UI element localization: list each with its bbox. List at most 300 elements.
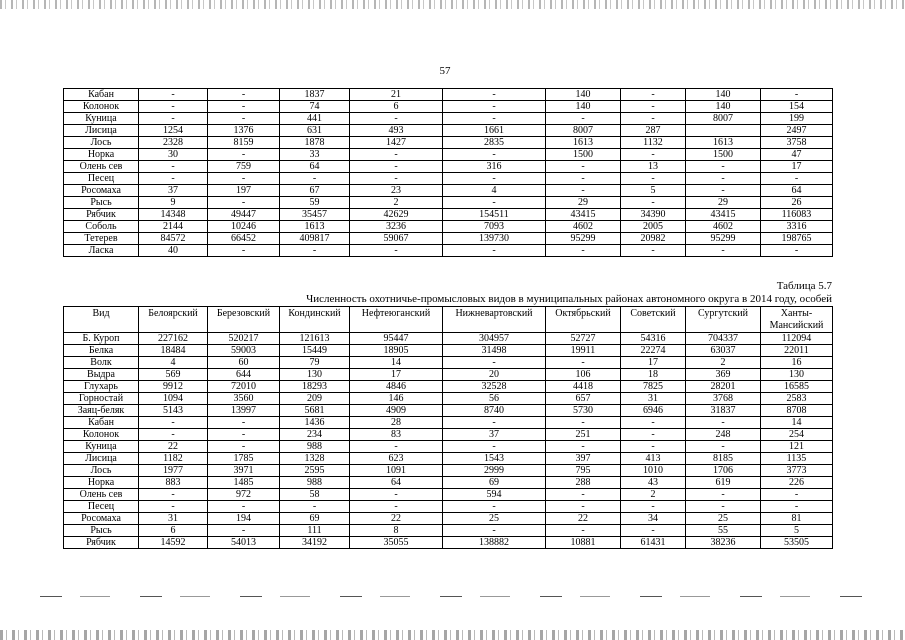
count-cell: 29 [546,197,621,209]
count-cell: 140 [546,101,621,113]
table-row [64,101,833,113]
count-cell: - [546,245,621,257]
species-cell: Волк [64,357,139,369]
count-cell: 79 [280,357,350,369]
count-cell: 10881 [546,537,621,549]
column-header: Нижневартовский [443,307,546,333]
count-cell: - [350,501,443,513]
count-cell: 140 [686,89,761,101]
count-cell: 106 [546,369,621,381]
count-cell: 4 [139,357,208,369]
table-row [64,89,833,101]
count-cell: - [208,245,280,257]
count-cell: - [443,357,546,369]
count-cell: 2835 [443,137,546,149]
count-cell: 1661 [443,125,546,137]
count-cell: 49447 [208,209,280,221]
count-cell: 22011 [761,345,833,357]
count-cell: - [621,197,686,209]
count-cell: 4846 [350,381,443,393]
count-cell: - [546,357,621,369]
table-row [64,149,833,161]
count-cell: 139730 [443,233,546,245]
count-cell: 1500 [546,149,621,161]
count-cell: 569 [139,369,208,381]
count-cell: 1436 [280,417,350,429]
count-cell: - [621,101,686,113]
species-cell: Рысь [64,197,139,209]
count-cell: 18 [621,369,686,381]
count-cell: - [546,501,621,513]
count-cell: - [686,245,761,257]
count-cell: - [686,161,761,173]
count-cell: - [208,113,280,125]
count-cell: - [350,113,443,125]
species-cell: Б. Куроп [64,333,139,345]
count-cell: - [139,101,208,113]
count-cell: 61431 [621,537,686,549]
species-cell: Кабан [64,89,139,101]
scan-noise-bottom [0,630,905,640]
count-cell: 31837 [686,405,761,417]
table-row [64,209,833,221]
count-cell: 146 [350,393,443,405]
count-cell: 30 [139,149,208,161]
count-cell: - [761,89,833,101]
species-cell: Олень сев [64,489,139,501]
count-cell: - [546,185,621,197]
count-cell: 14592 [139,537,208,549]
table-row [64,185,833,197]
species-cell: Песец [64,173,139,185]
count-cell: 18484 [139,345,208,357]
count-cell: 64 [350,477,443,489]
count-cell: 9 [139,197,208,209]
count-cell: - [761,245,833,257]
count-cell: 4602 [546,221,621,233]
count-cell: 883 [139,477,208,489]
count-cell: 83 [350,429,443,441]
count-cell: 1485 [208,477,280,489]
count-cell: 121 [761,441,833,453]
count-cell: 493 [350,125,443,137]
species-cell: Куница [64,441,139,453]
table-row [64,369,833,381]
species-cell: Колонок [64,429,139,441]
species-cell: Кабан [64,417,139,429]
count-cell: 1135 [761,453,833,465]
count-cell: - [443,417,546,429]
count-cell: - [350,441,443,453]
count-cell: - [621,501,686,513]
table-row [64,345,833,357]
count-cell: - [443,197,546,209]
count-cell: 59 [280,197,350,209]
count-cell: 58 [280,489,350,501]
count-cell: 33 [280,149,350,161]
count-cell: 1613 [280,221,350,233]
count-cell: 43 [621,477,686,489]
count-cell: - [280,501,350,513]
count-cell: 287 [621,125,686,137]
count-cell: 1427 [350,137,443,149]
count-cell: 42629 [350,209,443,221]
count-cell: 34390 [621,209,686,221]
count-cell: - [686,501,761,513]
count-cell: 69 [280,513,350,525]
count-cell: 154 [761,101,833,113]
species-cell: Норка [64,149,139,161]
count-cell: 22274 [621,345,686,357]
count-cell: 23 [350,185,443,197]
count-cell: 1328 [280,453,350,465]
count-cell: - [546,113,621,125]
count-cell: - [280,245,350,257]
count-cell: 316 [443,161,546,173]
table-row [64,513,833,525]
count-cell: 55 [686,525,761,537]
count-cell: - [208,441,280,453]
count-cell: 112094 [761,333,833,345]
count-cell: - [139,501,208,513]
count-cell: 644 [208,369,280,381]
count-cell: 29 [686,197,761,209]
count-cell: 54013 [208,537,280,549]
count-cell: - [443,245,546,257]
count-cell: - [621,417,686,429]
species-cell: Лисица [64,453,139,465]
table-row [64,221,833,233]
species-cell: Тетерев [64,233,139,245]
count-cell: - [443,149,546,161]
species-cell: Соболь [64,221,139,233]
count-cell: 5681 [280,405,350,417]
count-cell: 25 [443,513,546,525]
count-cell: - [208,429,280,441]
count-cell: - [139,429,208,441]
count-cell: 198765 [761,233,833,245]
table-header-row [64,307,833,333]
table-row [64,357,833,369]
column-header: Нефтеюганский [350,307,443,333]
count-cell: 3316 [761,221,833,233]
count-cell: 95299 [686,233,761,245]
count-cell: - [443,113,546,125]
table-row [64,477,833,489]
count-cell: - [139,173,208,185]
count-cell: 69 [443,477,546,489]
species-cell: Рябчик [64,209,139,221]
table-row [64,489,833,501]
count-cell: 20 [443,369,546,381]
count-cell: 3773 [761,465,833,477]
count-cell: 2 [621,489,686,501]
species-cell: Куница [64,113,139,125]
count-cell: - [686,417,761,429]
count-cell: 56 [443,393,546,405]
count-cell: 52727 [546,333,621,345]
count-cell: - [139,113,208,125]
count-cell: 3971 [208,465,280,477]
count-cell: 13997 [208,405,280,417]
count-cell: 1182 [139,453,208,465]
count-cell: 19911 [546,345,621,357]
count-cell: 397 [546,453,621,465]
column-header: Сургутский [686,307,761,333]
count-cell: 16 [761,357,833,369]
count-cell: 15449 [280,345,350,357]
count-cell: 14 [350,357,443,369]
species-cell: Колонок [64,101,139,113]
count-cell: 1977 [139,465,208,477]
count-cell: - [443,101,546,113]
count-cell: 248 [686,429,761,441]
count-cell: 81 [761,513,833,525]
count-cell: - [443,89,546,101]
count-cell: - [761,173,833,185]
species-cell: Ласка [64,245,139,257]
count-cell: 5 [621,185,686,197]
count-cell: - [546,489,621,501]
count-cell: 34192 [280,537,350,549]
table-row [64,441,833,453]
count-cell: 116083 [761,209,833,221]
count-cell: - [443,441,546,453]
count-cell: 95447 [350,333,443,345]
count-cell: 2144 [139,221,208,233]
table-row [64,245,833,257]
species-cell: Лисица [64,125,139,137]
count-cell: 25 [686,513,761,525]
count-cell: 972 [208,489,280,501]
count-cell: 1785 [208,453,280,465]
count-cell: - [621,113,686,125]
count-cell: 704337 [686,333,761,345]
count-cell: 795 [546,465,621,477]
count-cell: 8740 [443,405,546,417]
table-row [64,333,833,345]
table-row [64,113,833,125]
count-cell: 304957 [443,333,546,345]
column-header: Октябрьский [546,307,621,333]
count-cell: 988 [280,477,350,489]
count-cell: - [546,525,621,537]
count-cell: 22 [546,513,621,525]
count-cell: 254 [761,429,833,441]
count-cell: 13 [621,161,686,173]
count-cell: 227162 [139,333,208,345]
column-header: Березовский [208,307,280,333]
count-cell: 31 [621,393,686,405]
species-cell: Заяц-беляк [64,405,139,417]
count-cell: 8708 [761,405,833,417]
count-cell: 1543 [443,453,546,465]
count-cell: 1613 [546,137,621,149]
count-cell: 1254 [139,125,208,137]
count-cell: - [621,429,686,441]
count-cell: 84572 [139,233,208,245]
count-cell: 1091 [350,465,443,477]
count-cell: - [546,417,621,429]
count-cell: 3560 [208,393,280,405]
count-cell: 16585 [761,381,833,393]
count-cell: 2595 [280,465,350,477]
count-cell: - [546,161,621,173]
count-cell: 22 [139,441,208,453]
count-cell: 130 [761,369,833,381]
count-cell: 4909 [350,405,443,417]
count-cell: 35457 [280,209,350,221]
column-header: Кондинский [280,307,350,333]
count-cell: 22 [350,513,443,525]
table-row [64,393,833,405]
count-cell: 17 [350,369,443,381]
count-cell: 138882 [443,537,546,549]
count-cell: - [208,417,280,429]
count-cell: 121613 [280,333,350,345]
count-cell: - [139,489,208,501]
count-cell: - [621,149,686,161]
count-cell: 20982 [621,233,686,245]
count-cell: 1837 [280,89,350,101]
table-row [64,381,833,393]
table-row [64,233,833,245]
table-row [64,405,833,417]
count-cell: 111 [280,525,350,537]
count-cell: 5730 [546,405,621,417]
count-cell: 21 [350,89,443,101]
table-row [64,173,833,185]
count-cell: 66452 [208,233,280,245]
count-cell: 441 [280,113,350,125]
count-cell: 54316 [621,333,686,345]
count-cell: 209 [280,393,350,405]
count-cell: 594 [443,489,546,501]
count-cell: - [443,501,546,513]
column-header: Ханты- Мансийский [761,307,833,333]
count-cell: 4418 [546,381,621,393]
count-cell: - [139,89,208,101]
table-row [64,197,833,209]
count-cell: - [350,245,443,257]
table-continuation-body [64,89,833,257]
count-cell: 2 [686,357,761,369]
count-cell: 37 [139,185,208,197]
count-cell: 32528 [443,381,546,393]
count-cell: 1878 [280,137,350,149]
count-cell: 31498 [443,345,546,357]
count-cell: 95299 [546,233,621,245]
count-cell: 369 [686,369,761,381]
count-cell: 8185 [686,453,761,465]
count-cell: - [761,489,833,501]
count-cell: 38236 [686,537,761,549]
count-cell: 2 [350,197,443,209]
count-cell: 623 [350,453,443,465]
count-cell: 7825 [621,381,686,393]
count-cell: 8007 [546,125,621,137]
count-cell: 63037 [686,345,761,357]
count-cell: 199 [761,113,833,125]
count-cell: 67 [280,185,350,197]
count-cell: 6 [139,525,208,537]
count-cell: - [546,173,621,185]
count-cell: 64 [280,161,350,173]
table-row [64,525,833,537]
count-cell: 47 [761,149,833,161]
count-cell: 18905 [350,345,443,357]
table-row [64,125,833,137]
count-cell: 1376 [208,125,280,137]
table-5-7-body [64,333,833,549]
count-cell: 226 [761,477,833,489]
count-cell: 34 [621,513,686,525]
count-cell: 74 [280,101,350,113]
column-header: Вид [64,307,139,333]
count-cell: 3768 [686,393,761,405]
count-cell: 288 [546,477,621,489]
count-cell: 2999 [443,465,546,477]
count-cell: 631 [280,125,350,137]
table-5-7 [63,306,833,549]
count-cell: 43415 [546,209,621,221]
count-cell: - [621,173,686,185]
count-cell: - [280,173,350,185]
count-cell: 7093 [443,221,546,233]
count-cell: - [208,197,280,209]
count-cell: 18293 [280,381,350,393]
count-cell: - [686,441,761,453]
count-cell: 17 [761,161,833,173]
count-cell: 413 [621,453,686,465]
count-cell: 251 [546,429,621,441]
count-cell: 2497 [761,125,833,137]
table-row [64,429,833,441]
count-cell: - [350,161,443,173]
table-continuation [63,88,833,257]
count-cell: - [621,525,686,537]
count-cell: - [546,441,621,453]
count-cell: - [686,185,761,197]
count-cell: 14348 [139,209,208,221]
count-cell: 9912 [139,381,208,393]
table-row [64,417,833,429]
count-cell: 8007 [686,113,761,125]
count-cell: 657 [546,393,621,405]
count-cell: - [208,525,280,537]
count-cell: 409817 [280,233,350,245]
count-cell: 5143 [139,405,208,417]
count-cell: 28201 [686,381,761,393]
count-cell: 4602 [686,221,761,233]
table-row [64,453,833,465]
count-cell: - [208,101,280,113]
scan-dashed-line [40,596,870,597]
count-cell: - [208,501,280,513]
count-cell: 5 [761,525,833,537]
page-number: 57 [439,65,451,77]
table-row [64,137,833,149]
species-cell: Олень сев [64,161,139,173]
count-cell: 154511 [443,209,546,221]
table-number-label: Таблица 5.7 [776,280,832,292]
count-cell: 130 [280,369,350,381]
table-row [64,161,833,173]
column-header: Советский [621,307,686,333]
count-cell: 40 [139,245,208,257]
table-row [64,501,833,513]
species-cell: Глухарь [64,381,139,393]
